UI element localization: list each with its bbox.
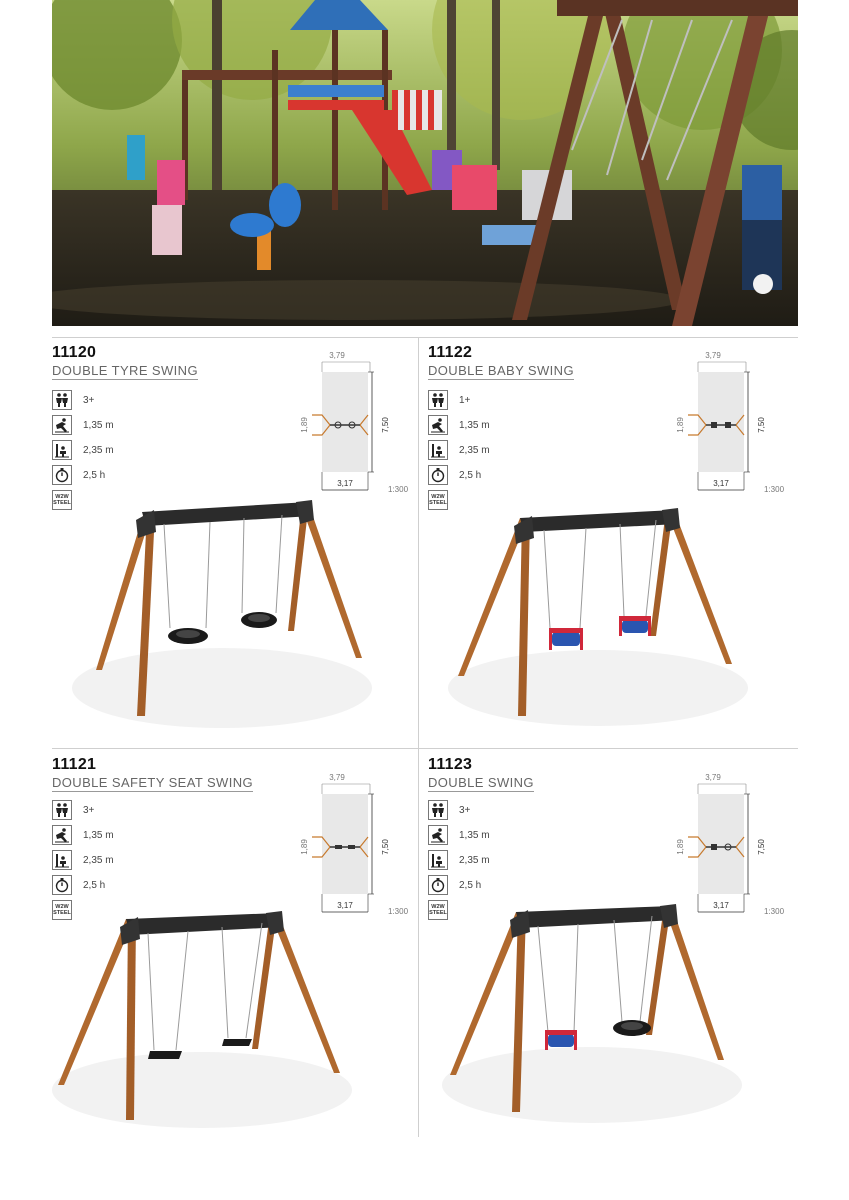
spec-age bbox=[428, 800, 470, 820]
product-code: 11120 bbox=[52, 344, 97, 361]
safety-area-diagram bbox=[302, 352, 412, 502]
product-name: DOUBLE BABY SWING bbox=[428, 363, 574, 378]
installation-time-icon bbox=[52, 465, 72, 485]
dimension-length: 7,50 bbox=[381, 839, 390, 855]
spec-material bbox=[52, 490, 72, 510]
spec-install-time-value: 2,5 h bbox=[83, 469, 106, 481]
fall-height-icon bbox=[428, 415, 448, 435]
product-code: 11123 bbox=[428, 756, 473, 773]
material-label-1: W2W bbox=[55, 904, 69, 910]
spec-fall-height bbox=[52, 825, 114, 845]
product-card bbox=[52, 338, 425, 748]
product-card bbox=[428, 338, 801, 748]
divider-middle bbox=[52, 748, 798, 749]
dimension-width-top: 3,79 bbox=[705, 351, 721, 360]
free-height-icon bbox=[52, 440, 72, 460]
free-height-icon bbox=[428, 850, 448, 870]
dimension-length: 7,50 bbox=[757, 839, 766, 855]
fall-height-icon bbox=[52, 415, 72, 435]
safety-area-diagram bbox=[678, 352, 788, 502]
spec-install-time bbox=[428, 465, 481, 485]
diagram-scale: 1:300 bbox=[388, 485, 409, 494]
diagram-scale: 1:300 bbox=[764, 907, 785, 916]
diagram-scale: 1:300 bbox=[388, 907, 409, 916]
spec-install-time bbox=[52, 465, 105, 485]
spec-free-height bbox=[52, 850, 114, 870]
dimension-width-bottom: 3,17 bbox=[337, 479, 353, 488]
spec-free-height bbox=[428, 440, 490, 460]
product-code: 11121 bbox=[52, 756, 97, 773]
diagram-scale: 1:300 bbox=[764, 485, 785, 494]
spec-fall-height bbox=[428, 415, 490, 435]
material-label-2: STEEL bbox=[429, 500, 447, 506]
product-card bbox=[428, 750, 801, 1160]
product-illustration bbox=[72, 488, 372, 728]
age-icon bbox=[428, 800, 448, 820]
material-label-1: W2W bbox=[431, 494, 445, 500]
dimension-height-left: 1,89 bbox=[300, 839, 309, 855]
spec-install-time-value: 2,5 h bbox=[83, 879, 106, 891]
dimension-width-bottom: 3,17 bbox=[713, 901, 729, 910]
spec-free-height-value: 2,35 m bbox=[459, 854, 490, 866]
dimension-width-top: 3,79 bbox=[329, 351, 345, 360]
spec-age-value: 3+ bbox=[83, 804, 95, 816]
safety-area-diagram bbox=[302, 774, 412, 924]
product-name: DOUBLE SWING bbox=[428, 775, 534, 790]
spec-install-time-value: 2,5 h bbox=[459, 879, 482, 891]
dimension-width-bottom: 3,17 bbox=[713, 479, 729, 488]
material-label-1: W2W bbox=[431, 904, 445, 910]
product-name: DOUBLE TYRE SWING bbox=[52, 363, 198, 378]
product-illustration bbox=[442, 900, 742, 1125]
fall-height-icon bbox=[52, 825, 72, 845]
spec-age bbox=[428, 390, 470, 410]
product-code: 11122 bbox=[428, 344, 473, 361]
product-illustration bbox=[52, 905, 352, 1130]
spec-age bbox=[52, 800, 94, 820]
dimension-width-top: 3,79 bbox=[329, 773, 345, 782]
product-illustration bbox=[448, 498, 748, 728]
spec-free-height bbox=[52, 440, 114, 460]
installation-time-icon bbox=[428, 875, 448, 895]
spec-install-time bbox=[428, 875, 481, 895]
spec-fall-height bbox=[52, 415, 114, 435]
fall-height-icon bbox=[428, 825, 448, 845]
product-card bbox=[52, 750, 425, 1160]
spec-fall-height-value: 1,35 m bbox=[83, 419, 114, 431]
dimension-width-bottom: 3,17 bbox=[337, 901, 353, 910]
spec-fall-height bbox=[428, 825, 490, 845]
spec-install-time bbox=[52, 875, 105, 895]
spec-fall-height-value: 1,35 m bbox=[83, 829, 114, 841]
material-label-2: STEEL bbox=[53, 500, 71, 506]
dimension-width-top: 3,79 bbox=[705, 773, 721, 782]
free-height-icon bbox=[428, 440, 448, 460]
spec-free-height-value: 2,35 m bbox=[83, 854, 114, 866]
material-icon bbox=[428, 490, 448, 510]
spec-age bbox=[52, 390, 94, 410]
spec-fall-height-value: 1,35 m bbox=[459, 419, 490, 431]
spec-free-height-value: 2,35 m bbox=[83, 444, 114, 456]
dimension-height-left: 1,89 bbox=[676, 417, 685, 433]
material-label-1: W2W bbox=[55, 494, 69, 500]
age-icon bbox=[428, 390, 448, 410]
spec-free-height-value: 2,35 m bbox=[459, 444, 490, 456]
spec-age-value: 1+ bbox=[459, 394, 471, 406]
material-label-2: STEEL bbox=[53, 910, 71, 916]
age-icon bbox=[52, 800, 72, 820]
free-height-icon bbox=[52, 850, 72, 870]
material-label-2: STEEL bbox=[429, 910, 447, 916]
spec-install-time-value: 2,5 h bbox=[459, 469, 482, 481]
age-icon bbox=[52, 390, 72, 410]
dimension-length: 7,50 bbox=[757, 417, 766, 433]
dimension-length: 7,50 bbox=[381, 417, 390, 433]
spec-age-value: 3+ bbox=[459, 804, 471, 816]
product-name: DOUBLE SAFETY SEAT SWING bbox=[52, 775, 254, 790]
spec-free-height bbox=[428, 850, 490, 870]
spec-fall-height-value: 1,35 m bbox=[459, 829, 490, 841]
playground-photo bbox=[52, 0, 798, 326]
spec-material bbox=[428, 490, 448, 510]
material-icon bbox=[52, 490, 72, 510]
installation-time-icon bbox=[428, 465, 448, 485]
dimension-height-left: 1,89 bbox=[676, 839, 685, 855]
installation-time-icon bbox=[52, 875, 72, 895]
spec-age-value: 3+ bbox=[83, 394, 95, 406]
dimension-height-left: 1,89 bbox=[300, 417, 309, 433]
